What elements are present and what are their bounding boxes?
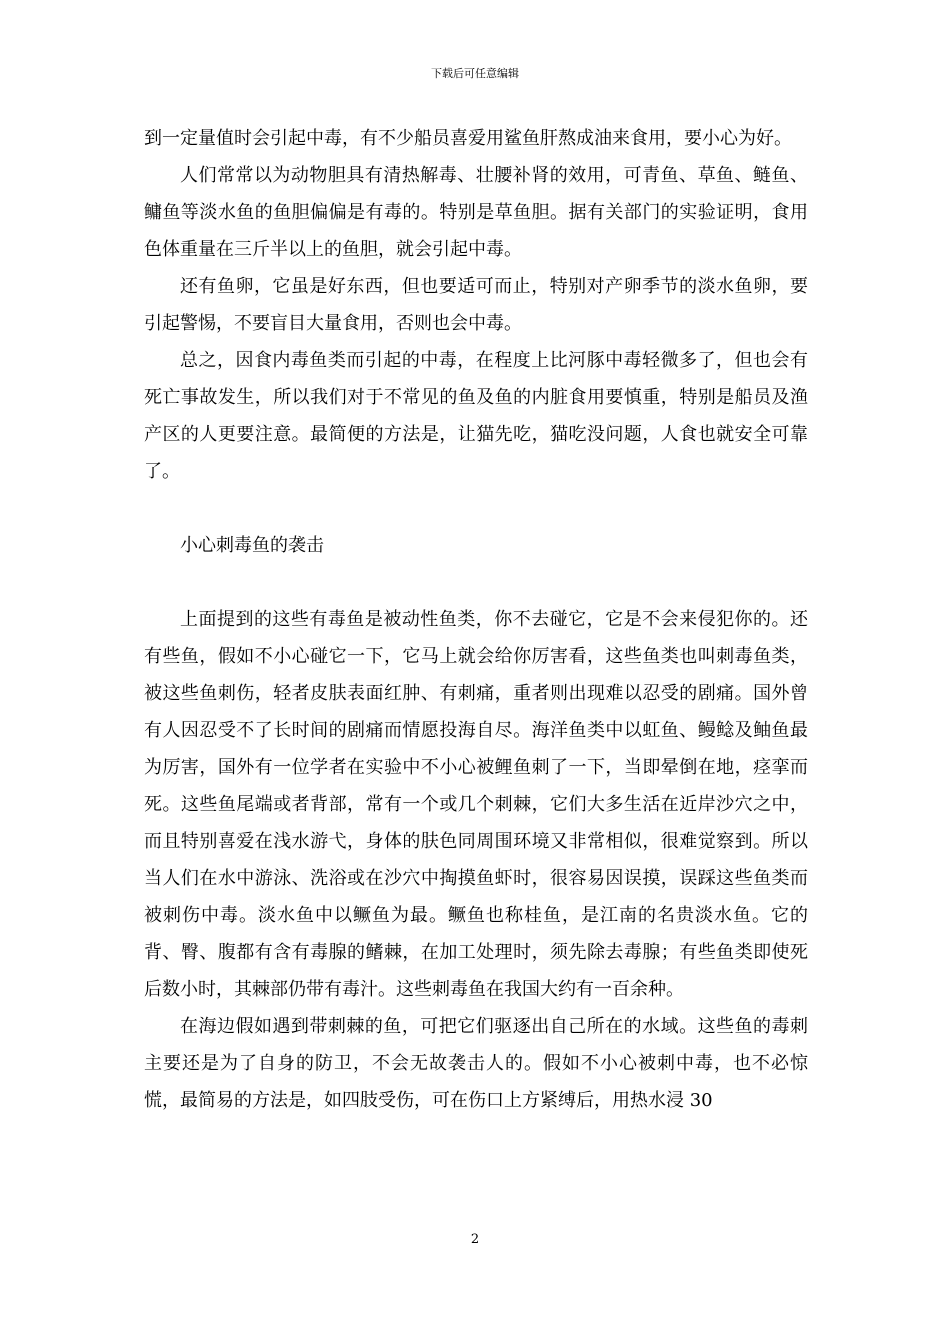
section-heading: 小心刺毒鱼的袭击: [180, 535, 324, 556]
paragraph: 还有鱼卵，它虽是好东西，但也要适可而止，特别对产卵季节的淡水鱼卵，要引起警惕，不要盲目大量食用，否则也会中毒。: [144, 276, 808, 334]
paragraph: 总之，因食内毒鱼类而引起的中毒，在程度上比河豚中毒轻微多了，但也会有死亡事故发生，所以我们对于不常见的鱼及鱼的内脏食用要慎重，特别是船员及渔产区的人更要注意。最简便的方法是，让猫先吃，猫吃没问题，人食也就安全可靠了。: [144, 350, 808, 482]
paragraph: 到一定量值时会引起中毒，有不少船员喜爱用鲨鱼肝熬成油来食用，要小心为好。: [144, 128, 792, 149]
document-body: [144, 120, 808, 1119]
page-header: 下载后可任意编辑: [431, 67, 519, 80]
paragraph: 在海边假如遇到带刺棘的鱼，可把它们驱逐出自己所在的水域。这些鱼的毒刺主要还是为了自身的防卫，不会无故袭击人的。假如不小心被刺中毒，也不必惊慌，最简易的方法是，如四肢受伤，可在伤口上方紧缚后，用热水浸 30: [144, 1016, 808, 1111]
page-number: 2: [470, 1232, 480, 1247]
paragraph: 人们常常以为动物胆具有清热解毒、壮腰补肾的效用，可青鱼、草鱼、鲢鱼、鳙鱼等淡水鱼的鱼胆偏偏是有毒的。特别是草鱼胆。据有关部门的实验证明，食用色体重量在三斤半以上的鱼胆，就会引起中毒。: [144, 165, 808, 260]
paragraph: 上面提到的这些有毒鱼是被动性鱼类，你不去碰它，它是不会来侵犯你的。还有些鱼，假如不小心碰它一下，它马上就会给你厉害看，这些鱼类也叫刺毒鱼类，被这些鱼刺伤，轻者皮肤表面红肿、有刺痛，重者则出现难以忍受的剧痛。国外曾有人因忍受不了长时间的剧痛而情愿投海自尽。海洋鱼类中以虹鱼、鳗鲶及鲉鱼最为厉害，国外有一位学者在实验中不小心被鲤鱼刺了一下，当即晕倒在地，痉挛而死。这些鱼尾端或者背部，常有一个或几个刺棘，它们大多生活在近岸沙穴之中，而且特别喜爱在浅水游弋，身体的肤色同周围环境又非常相似，很难觉察到。所以当人们在水中游泳、洗浴或在沙穴中掏摸鱼虾时，很容易因误摸，误踩这些鱼类而被刺伤中毒。淡水鱼中以鳜鱼为最。鳜鱼也称桂鱼，是江南的名贵淡水鱼。它的背、臀、腹都有含有毒腺的鳍棘，在加工处理时，须先除去毒腺；有些鱼类即使死后数小时，其棘部仍带有毒汁。这些刺毒鱼在我国大约有一百余种。: [144, 609, 808, 1000]
